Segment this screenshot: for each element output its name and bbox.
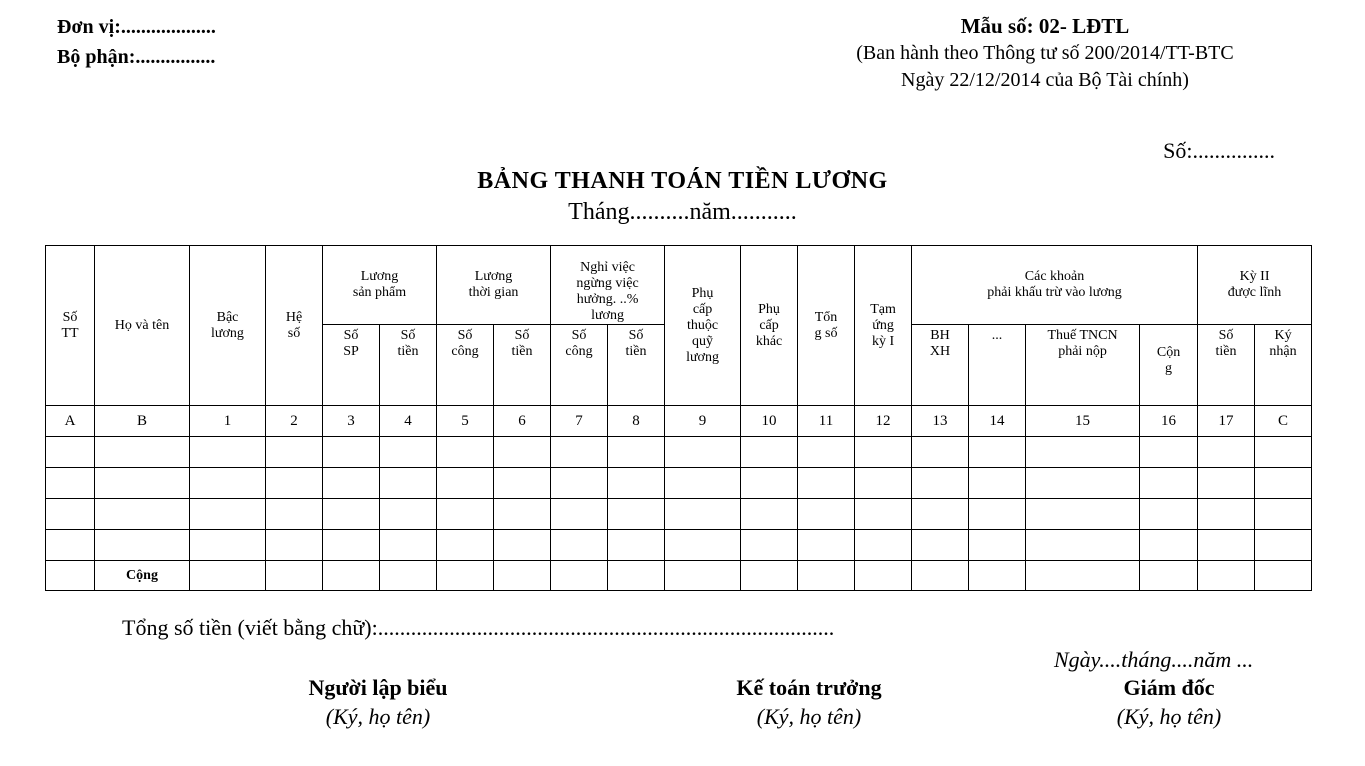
table-cell[interactable]	[95, 437, 190, 468]
table-cell[interactable]	[46, 468, 95, 499]
index-cell: 4	[380, 406, 437, 437]
table-cell[interactable]	[1140, 437, 1198, 468]
index-cell: 14	[969, 406, 1026, 437]
table-cell[interactable]	[190, 437, 266, 468]
table-cell[interactable]	[665, 468, 741, 499]
group-leave: Nghỉ việc ngừng việc hưởng. ..% lương	[551, 246, 665, 325]
payroll-table	[45, 245, 1312, 591]
table-cell[interactable]	[266, 530, 323, 561]
sub-leave-amount: Số tiền	[608, 325, 665, 406]
index-cell: 12	[855, 406, 912, 437]
index-cell: 17	[1198, 406, 1255, 437]
table-cell[interactable]	[741, 437, 798, 468]
header-row	[46, 246, 1312, 325]
total-cell[interactable]	[1255, 561, 1312, 591]
table-cell[interactable]	[323, 437, 380, 468]
table-cell[interactable]	[437, 530, 494, 561]
col-grade: Bậc lương	[190, 246, 266, 406]
col-allowance-salary: Phụ cấp thuộc quỹ lương	[665, 246, 741, 406]
signature-accountant	[659, 674, 959, 732]
total-in-words: Tổng số tiền (viết bằng chữ):...................................................................................	[122, 615, 835, 640]
document-number: Số:...............	[1163, 138, 1275, 163]
table-cell[interactable]	[494, 468, 551, 499]
table-cell[interactable]	[551, 468, 608, 499]
table-cell[interactable]	[494, 499, 551, 530]
table-cell[interactable]	[380, 437, 437, 468]
index-cell: 11	[798, 406, 855, 437]
accountant-note: (Ký, họ tên)	[756, 704, 862, 729]
table-cell[interactable]	[551, 499, 608, 530]
index-cell: C	[1255, 406, 1312, 437]
table-cell[interactable]	[95, 468, 190, 499]
table-cell[interactable]	[969, 468, 1026, 499]
table-cell[interactable]	[323, 468, 380, 499]
table-cell[interactable]	[323, 499, 380, 530]
table-row	[46, 437, 1312, 468]
group-product-salary: Lương sản phẩm	[323, 246, 437, 325]
index-cell: 2	[266, 406, 323, 437]
col-name: Họ và tên	[95, 246, 190, 406]
department-label: Bộ phận:................	[57, 46, 216, 68]
col-advance: Tạm ứng kỳ I	[855, 246, 912, 406]
table-cell[interactable]	[1026, 530, 1140, 561]
total-cell[interactable]	[1198, 561, 1255, 591]
table-cell[interactable]	[1026, 499, 1140, 530]
table-cell[interactable]	[855, 437, 912, 468]
date-line: Ngày....tháng....năm ...	[1054, 647, 1254, 672]
table-cell[interactable]	[969, 437, 1026, 468]
table-cell[interactable]	[1255, 530, 1312, 561]
sub-time-amount: Số tiền	[494, 325, 551, 406]
table-cell[interactable]	[437, 468, 494, 499]
preparer-note: (Ký, họ tên)	[325, 704, 431, 729]
table-cell[interactable]	[912, 437, 969, 468]
sub-product-amount: Số tiền	[380, 325, 437, 406]
index-cell: 7	[551, 406, 608, 437]
table-cell[interactable]	[912, 530, 969, 561]
table-cell[interactable]	[1026, 468, 1140, 499]
director-role: Giám đốc	[1123, 675, 1215, 700]
total-cell[interactable]	[46, 561, 95, 591]
table-cell[interactable]	[855, 530, 912, 561]
table-cell[interactable]	[323, 530, 380, 561]
index-cell: A	[46, 406, 95, 437]
issued-by: (Ban hành theo Thông tư số 200/2014/TT-BTC	[856, 42, 1234, 64]
table-cell[interactable]	[798, 468, 855, 499]
signature-preparer	[228, 674, 528, 732]
index-cell: 3	[323, 406, 380, 437]
total-label: Cộng	[95, 561, 190, 591]
table-cell[interactable]	[912, 468, 969, 499]
total-cell[interactable]	[912, 561, 969, 591]
table-row	[46, 468, 1312, 499]
table-cell[interactable]	[46, 530, 95, 561]
table-cell[interactable]	[46, 437, 95, 468]
table-cell[interactable]	[855, 468, 912, 499]
period-line: Tháng..........năm...........	[568, 199, 797, 225]
accountant-role: Kế toán trưởng	[736, 675, 882, 700]
sub-income-tax: Thuế TNCN phải nộp	[1026, 325, 1140, 406]
table-cell[interactable]	[1140, 468, 1198, 499]
col-coefficient: Hệ số	[266, 246, 323, 406]
table-cell[interactable]	[266, 468, 323, 499]
sub-period2-sign: Ký nhận	[1255, 325, 1312, 406]
table-cell[interactable]	[969, 530, 1026, 561]
table-cell[interactable]	[1255, 468, 1312, 499]
index-cell: 8	[608, 406, 665, 437]
total-cell[interactable]	[323, 561, 380, 591]
index-cell: 5	[437, 406, 494, 437]
issued-date: Ngày 22/12/2014 của Bộ Tài chính)	[901, 69, 1189, 91]
col-total: Tổn g số	[798, 246, 855, 406]
table-cell[interactable]	[798, 530, 855, 561]
sub-deduction-total: Cộn g	[1140, 325, 1198, 406]
form-number: Mẫu số: 02- LĐTL	[960, 14, 1130, 38]
page-title: BẢNG THANH TOÁN TIỀN LƯƠNG	[477, 168, 888, 194]
table-cell[interactable]	[380, 499, 437, 530]
col-stt: Số TT	[46, 246, 95, 406]
group-deductions: Các khoản phải khấu trừ vào lương	[912, 246, 1198, 325]
total-cell[interactable]	[665, 561, 741, 591]
table-cell[interactable]	[912, 499, 969, 530]
index-cell: 16	[1140, 406, 1198, 437]
total-cell[interactable]	[1140, 561, 1198, 591]
table-cell[interactable]	[266, 499, 323, 530]
table-cell[interactable]	[551, 437, 608, 468]
index-cell: 15	[1026, 406, 1140, 437]
table-row	[46, 499, 1312, 530]
sub-bhxh: BH XH	[912, 325, 969, 406]
table-cell[interactable]	[665, 530, 741, 561]
table-cell[interactable]	[1140, 530, 1198, 561]
table-cell[interactable]	[380, 468, 437, 499]
table-cell[interactable]	[494, 437, 551, 468]
unit-label: Đơn vị:...................	[57, 16, 216, 38]
table-cell[interactable]	[741, 499, 798, 530]
table-cell[interactable]	[608, 499, 665, 530]
index-cell: 6	[494, 406, 551, 437]
table-cell[interactable]	[437, 437, 494, 468]
group-period-2: Kỳ II được lĩnh	[1198, 246, 1312, 325]
table-cell[interactable]	[969, 499, 1026, 530]
col-allowance-other: Phụ cấp khác	[741, 246, 798, 406]
total-cell[interactable]	[551, 561, 608, 591]
table-cell[interactable]	[190, 499, 266, 530]
index-cell: 13	[912, 406, 969, 437]
index-cell: 9	[665, 406, 741, 437]
index-cell: B	[95, 406, 190, 437]
table-cell[interactable]	[608, 468, 665, 499]
table-cell[interactable]	[665, 437, 741, 468]
table-cell[interactable]	[1198, 499, 1255, 530]
index-cell: 1	[190, 406, 266, 437]
sub-leave-days: Số công	[551, 325, 608, 406]
table-cell[interactable]	[95, 530, 190, 561]
table-cell[interactable]	[1198, 530, 1255, 561]
table-cell[interactable]	[798, 499, 855, 530]
sub-product-qty: Số SP	[323, 325, 380, 406]
index-cell: 10	[741, 406, 798, 437]
table-cell[interactable]	[608, 437, 665, 468]
table-cell[interactable]	[494, 530, 551, 561]
table-cell[interactable]	[798, 437, 855, 468]
table-cell[interactable]	[190, 530, 266, 561]
total-cell[interactable]	[855, 561, 912, 591]
table-cell[interactable]	[741, 468, 798, 499]
table-cell[interactable]	[1255, 499, 1312, 530]
table-cell[interactable]	[608, 530, 665, 561]
total-cell[interactable]	[266, 561, 323, 591]
total-cell[interactable]	[1026, 561, 1140, 591]
total-cell[interactable]	[741, 561, 798, 591]
sub-other-deduction: ...	[969, 325, 1026, 406]
table-cell[interactable]	[190, 468, 266, 499]
table-cell[interactable]	[95, 499, 190, 530]
table-cell[interactable]	[1198, 437, 1255, 468]
table-cell[interactable]	[665, 499, 741, 530]
table-row	[46, 530, 1312, 561]
director-note: (Ký, họ tên)	[1116, 704, 1222, 729]
table-cell[interactable]	[46, 499, 95, 530]
table-cell[interactable]	[266, 437, 323, 468]
table-cell[interactable]	[1140, 499, 1198, 530]
total-cell[interactable]	[798, 561, 855, 591]
total-row	[46, 561, 1312, 591]
table-cell[interactable]	[1198, 468, 1255, 499]
table-cell[interactable]	[855, 499, 912, 530]
table-cell[interactable]	[1255, 437, 1312, 468]
total-cell[interactable]	[969, 561, 1026, 591]
table-cell[interactable]	[551, 530, 608, 561]
group-time-salary: Lương thời gian	[437, 246, 551, 325]
preparer-role: Người lập biểu	[308, 675, 448, 700]
signature-director	[1019, 674, 1319, 732]
total-cell[interactable]	[608, 561, 665, 591]
total-cell[interactable]	[190, 561, 266, 591]
total-cell[interactable]	[380, 561, 437, 591]
sub-period2-amount: Số tiền	[1198, 325, 1255, 406]
table-cell[interactable]	[741, 530, 798, 561]
index-row	[46, 406, 1312, 437]
table-cell[interactable]	[437, 499, 494, 530]
unit-header	[57, 12, 216, 72]
table-cell[interactable]	[1026, 437, 1140, 468]
table-cell[interactable]	[380, 530, 437, 561]
sub-time-days: Số công	[437, 325, 494, 406]
total-cell[interactable]	[494, 561, 551, 591]
total-cell[interactable]	[437, 561, 494, 591]
form-info	[810, 12, 1280, 94]
